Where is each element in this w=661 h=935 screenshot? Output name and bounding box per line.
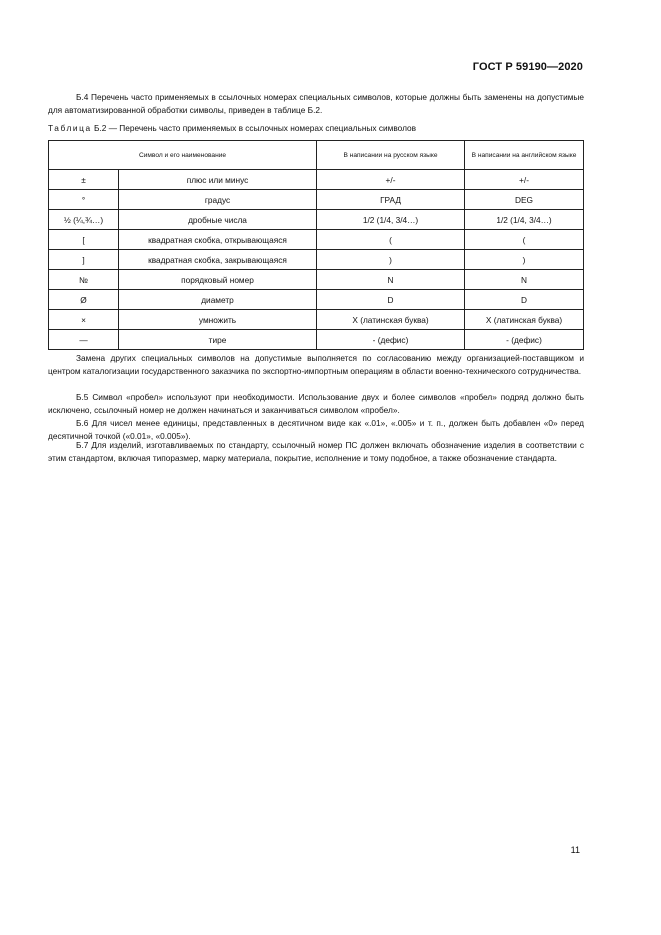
paragraph-replacement-note: Замена других специальных символов на допустимые выполняется по согласованию между организацией-поставщиком и центром каталогизации государственного заказчика по экспортно-импортным операциям в области военно-технического сотрудничества. <box>48 353 584 376</box>
english-cell: D <box>465 290 584 310</box>
english-cell: 1/2 (1/4, 3/4…) <box>465 210 584 230</box>
symbol-cell: ½ (¼,¾…) <box>49 210 119 230</box>
paragraph-b4: Б.4 Перечень часто применяемых в ссылочных номерах специальных символов, которые должны быть заменены на допустимые для автоматизированной обработки символы, приведен в таблице Б.2. <box>48 92 584 115</box>
symbol-cell: Ø <box>49 290 119 310</box>
russian-cell: ) <box>317 250 465 270</box>
name-cell: тире <box>119 330 317 350</box>
header-symbol-and-name: Символ и его наименование <box>49 141 317 170</box>
english-cell: DEG <box>465 190 584 210</box>
table-row <box>49 290 584 310</box>
name-cell: градус <box>119 190 317 210</box>
name-cell: умножить <box>119 310 317 330</box>
english-cell: ) <box>465 250 584 270</box>
russian-cell: - (дефис) <box>317 330 465 350</box>
table-row <box>49 310 584 330</box>
document-code: ГОСТ Р 59190—2020 <box>472 61 583 73</box>
name-cell: диаметр <box>119 290 317 310</box>
symbol-cell: × <box>49 310 119 330</box>
table-row <box>49 250 584 270</box>
name-cell: плюс или минус <box>119 170 317 190</box>
name-cell: дробные числа <box>119 210 317 230</box>
special-symbols-table <box>48 140 584 350</box>
english-cell: X (латинская буква) <box>465 310 584 330</box>
russian-cell: ГРАД <box>317 190 465 210</box>
russian-cell: +/- <box>317 170 465 190</box>
russian-cell: D <box>317 290 465 310</box>
symbol-cell: ] <box>49 250 119 270</box>
symbol-cell: [ <box>49 230 119 250</box>
table-row <box>49 210 584 230</box>
paragraph-b7: Б.7 Для изделий, изготавливаемых по стандарту, ссылочный номер ПС должен включать обозначение изделия в соответствии с этим стандартом, включая типоразмер, марку материала, покрытие, исполнение и тому подобное, а также обозначение стандарта. <box>48 440 584 463</box>
name-cell: квадратная скобка, закрывающаяся <box>119 250 317 270</box>
table-row <box>49 170 584 190</box>
table-row <box>49 270 584 290</box>
english-cell: +/- <box>465 170 584 190</box>
paragraph-b5: Б.5 Символ «пробел» используют при необходимости. Использование двух и более символов «пробел» подряд должно быть исключено, ссылочный номер не должен начинаться и заканчиваться символом «пробел». <box>48 392 584 415</box>
table-row <box>49 190 584 210</box>
symbol-cell: ± <box>49 170 119 190</box>
russian-cell: N <box>317 270 465 290</box>
table-row <box>49 230 584 250</box>
russian-cell: X (латинская буква) <box>317 310 465 330</box>
english-cell: ( <box>465 230 584 250</box>
header-english: В написании на английском языке <box>465 141 584 170</box>
name-cell: порядковый номер <box>119 270 317 290</box>
page-number: 11 <box>570 845 580 855</box>
table-row <box>49 330 584 350</box>
english-cell: - (дефис) <box>465 330 584 350</box>
table-header-row <box>49 141 584 170</box>
paragraph-b6: Б.6 Для чисел менее единицы, представленных в десятичном виде как «.01», «.005» и т. п., должен быть добавлен «0» перед десятичной точкой («0.01», «0.005»). <box>48 418 584 441</box>
table-caption <box>48 123 416 133</box>
table-caption-prefix: Таблица <box>48 123 92 133</box>
symbol-cell: № <box>49 270 119 290</box>
symbol-cell: — <box>49 330 119 350</box>
symbol-cell: ° <box>49 190 119 210</box>
header-russian: В написании на русском языке <box>317 141 465 170</box>
russian-cell: ( <box>317 230 465 250</box>
russian-cell: 1/2 (1/4, 3/4…) <box>317 210 465 230</box>
table-caption-title: Б.2 — Перечень часто применяемых в ссылочных номерах специальных символов <box>91 123 417 133</box>
name-cell: квадратная скобка, открывающаяся <box>119 230 317 250</box>
english-cell: N <box>465 270 584 290</box>
